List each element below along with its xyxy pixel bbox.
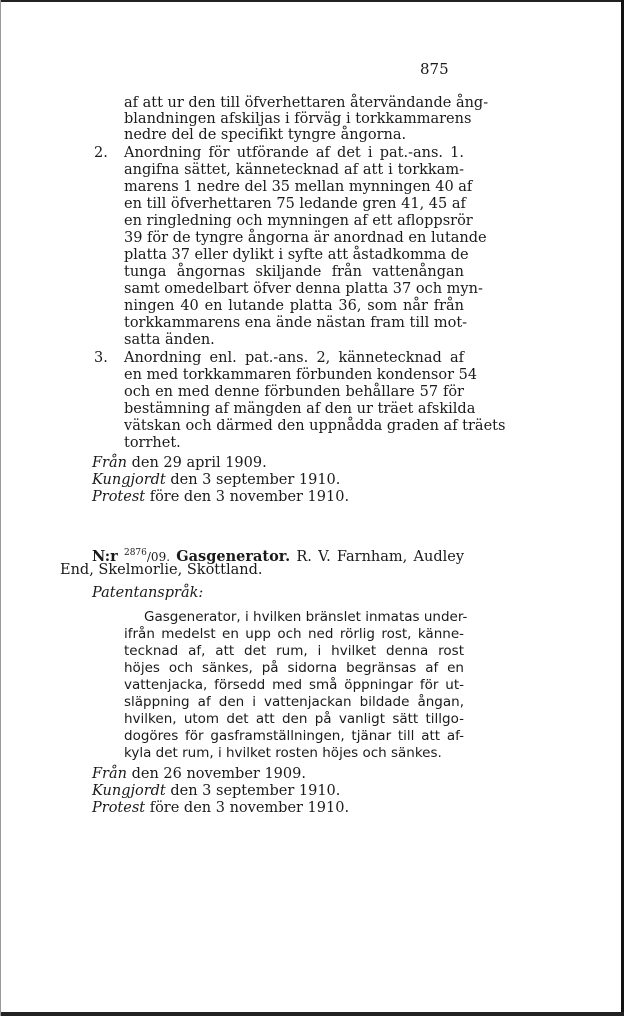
text-line: marens 1 nedre del 35 mellan mynningen 40 af [124,179,473,195]
text-line: släppning af den i vattenjackan bildade ångan, [124,694,464,710]
kungjordt-value: den 3 september 1910. [170,472,341,488]
text-line: och en med denne förbunden behållare 57 för [124,384,464,400]
patent-title: Gasgenerator. [176,548,291,565]
text-line: Anordning enl. pat.-ans. 2, kännetecknad af [124,350,464,366]
text-line: en till öfverhettaren 75 ledande gren 41, 45 af [124,196,466,212]
text-line: höjes och sänkes, på sidorna begränsas af en [124,660,464,676]
text-line: nedre del de specifikt tyngre ångorna. [124,127,407,143]
text-line: af att ur den till öfverhettaren återvändande ång- [124,95,489,111]
text-line: ningen 40 en lutande platta 36, som når från [124,298,464,314]
protest-value: före den 3 november 1910. [149,489,350,505]
applicant-line1: R. V. Farnham, Audley [296,549,465,565]
scan-edge-top [0,0,624,2]
text-line: ifrån medelst en upp och ned rörlig rost, känne- [124,626,464,642]
text-line: en ringledning och mynningen af ett afloppsrör [124,213,473,229]
date-protest [92,800,349,816]
kungjordt-label: Kungjordt [92,783,166,799]
text-line: satta änden. [124,332,215,348]
text-line: tecknad af, att det rum, i hvilket denna rost [124,643,464,659]
date-kungjordt [92,472,340,488]
claim-number: 3. [94,350,108,366]
text-line: platta 37 eller dylikt i syfte att åstadkomma de [124,247,469,263]
nr-sup: 2876 [123,548,147,558]
scan-edge-left [0,0,1,1016]
fran-label: Från [92,455,127,471]
text-line: en med torkkammaren förbunden kondensor 54 [124,367,478,383]
date-protest [92,489,349,505]
fran-value: den 26 november 1909. [131,766,306,782]
text-line: kyla det rum, i hvilket rosten höjes och sänkes. [124,745,442,761]
text-line: angifna sättet, kännetecknad af att i torkkam- [124,162,464,178]
nr-label: N:r [92,548,118,565]
date-fran [92,455,267,471]
text-line: dogöres för gasframställningen, tjänar till att af- [124,728,464,744]
text-line: tunga ångornas skiljande från vattenångan [124,264,464,280]
protest-value: före den 3 november 1910. [149,800,350,816]
date-kungjordt [92,783,340,799]
text-line: bestämning af mängden af den ur träet afskilda [124,401,476,417]
text-line: Anordning för utförande af det i pat.-ans. 1. [124,145,464,161]
kungjordt-value: den 3 september 1910. [170,783,341,799]
applicant-line2: End, Skelmorlie, Skottland. [60,562,263,578]
text-line: samt omedelbart öfver denna platta 37 och myn- [124,281,483,297]
page-number: 875 [420,60,449,78]
claim-number: 2. [94,145,108,161]
text-line: vätskan och därmed den uppnådda graden af träets [124,418,506,434]
text-line: 39 för de tyngre ångorna är anordnad en lutande [124,230,487,246]
nr-sub: /09. [146,550,171,564]
text-line: hvilken, utom det att den på vanligt sätt tillgo- [124,711,464,727]
text-line: torrhet. [124,435,181,451]
kungjordt-label: Kungjordt [92,472,166,488]
fran-label: Från [92,766,127,782]
date-fran [92,766,306,782]
text-line: Gasgenerator, i hvilken bränslet inmatas under- [144,609,468,625]
protest-label: Protest [92,489,146,505]
scan-edge-bottom [0,1012,624,1016]
text-line: torkkammarens ena ände nästan fram till mot- [124,315,468,331]
text-line: vattenjacka, försedd med små öppningar för ut- [124,677,464,693]
claims-heading: Patentanspråk: [92,585,204,601]
protest-label: Protest [92,800,146,816]
fran-value: den 29 april 1909. [131,455,267,471]
text-line: blandningen afskiljas i förväg i torkkammarens [124,111,472,127]
